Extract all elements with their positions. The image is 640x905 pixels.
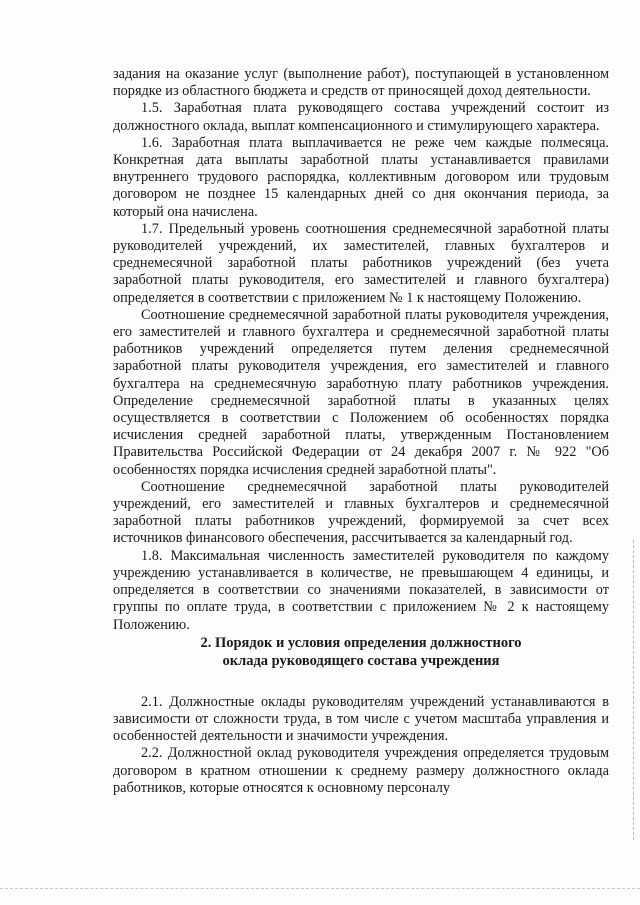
paragraph-2-1: 2.1. Должностные оклады руководителям учреждений устанавливаются в зависимости от сложности труда, в том числе с учетом масштаба управления и особенностей деятельности и значимости учреждения. (113, 693, 609, 745)
scan-bottom-edge (0, 888, 640, 889)
section-2-heading-line-2: оклада руководящего состава учреждения (222, 652, 500, 669)
scan-edge-artifact (632, 540, 634, 840)
paragraph-2-2: 2.2. Должностной оклад руководителя учреждения определяется трудовым договором в кратном отношении к среднему размеру должностного оклада работников, которые относятся к основному персоналу (113, 745, 609, 796)
paragraph-continuation: задания на оказание услуг (выполнение работ), поступающей в установленном порядке из областного бюджета и средств от приносящей доход деятельности. (113, 66, 609, 100)
section-2-heading-line-1: 2. Порядок и условия определения должностного (200, 634, 522, 651)
paragraph-1-6: 1.6. Заработная плата выплачивается не реже чем каждые полмесяца. Конкретная дата выплаты заработной платы устанавливается правилами внутреннего трудового распорядка, коллективным договором или трудовым договором не позднее 15 календарных дней со дня окончания периода, за который она начислена. (113, 134, 609, 220)
paragraph-ratio-definition: Соотношение среднемесячной заработной платы руководителя учреждения, его заместителей и главного бухгалтера и среднемесячной заработной платы работников учреждений определяется путем деления среднемесячной заработной платы руководителя учреждения, его заместителей и главного бухгалтера на среднемесячную заработную плату работников учреждения. Определение среднемесячной заработной платы в указанных целях осуществляется в соответствии с Положением об особенностях порядка исчисления средней заработной платы, утвержденным Постановлением Правительства Российской Федерации от 24 декабря 2007 г. № 922 "Об особенностях порядка исчисления средней заработной платы". (113, 306, 609, 478)
document-body (113, 66, 609, 797)
paragraph-1-5: 1.5. Заработная плата руководящего состава учреждений состоит из должностного оклада, выплат компенсационного и стимулирующего характера. (113, 100, 609, 134)
paragraph-ratio-calculation: Соотношение среднемесячной заработной платы руководителей учреждений, его заместителей и главных бухгалтеров и среднемесячной заработной платы работников учреждений, формируемой за счет всех источников финансового обеспечения, рассчитывается за календарный год. (113, 478, 609, 547)
paragraph-1-8: 1.8. Максимальная численность заместителей руководителя по каждому учреждению устанавливается в количестве, не превышающем 4 единицы, и определяется в соответствии со значениями показателей, в зависимости от группы по оплате труда, в соответствии с приложением № 2 к настоящему Положению. (113, 547, 609, 633)
paragraph-1-7: 1.7. Предельный уровень соотношения среднемесячной заработной платы руководителей учреждений, их заместителей, главных бухгалтеров и среднемесячной заработной платы работников учреждений (без учета заработной платы руководителя, его заместителей и главного бухгалтера) определяется в соответствии с приложением № 1 к настоящему Положению. (113, 220, 609, 306)
section-2-heading (113, 634, 609, 670)
